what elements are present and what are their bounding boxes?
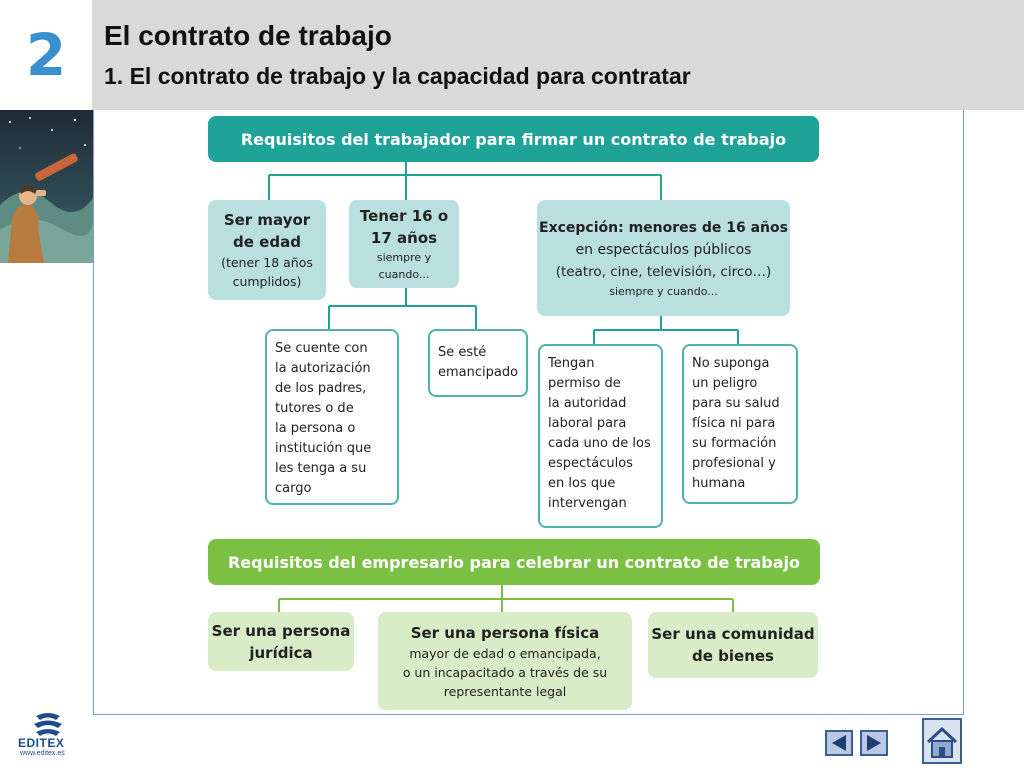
community-of-goods-box [648, 612, 818, 678]
age18-line2: de edad [233, 233, 301, 251]
employer-requirements-header [208, 539, 820, 585]
physical-line4: representante legal [443, 683, 567, 699]
permit-line: espectáculos [548, 456, 633, 471]
telescope-illustration [0, 110, 93, 263]
editex-logo-text: EDITEX [18, 736, 65, 750]
employer-header-text: Requisitos del empresario para celebrar un contrato de trabajo [227, 552, 801, 572]
chapter-number-tile [0, 0, 92, 110]
exception-line1 [539, 217, 788, 239]
age16-line3: siempre y [376, 251, 432, 264]
parents-line: tutores o de [275, 401, 354, 416]
permit-line: la autoridad [548, 396, 627, 411]
age16-line2: 17 años [370, 229, 438, 247]
emancipated-box [428, 329, 528, 397]
emancipated-line: emancipado [438, 365, 519, 380]
legal-line2: jurídica [249, 643, 313, 662]
permit-line: laboral para [548, 416, 627, 431]
age18-line3: (tener 18 años [221, 255, 313, 270]
page-subtitle: 1. El contrato de trabajo y la capacidad para contratar [104, 63, 691, 89]
exception-line1-rest: : menores de 16 años [618, 219, 788, 236]
age-18-box [208, 200, 326, 300]
danger-line: profesional y [692, 456, 776, 471]
permit-line: cada uno de los [548, 436, 651, 451]
chapter-number: 2 [25, 21, 67, 89]
labor-permit-box [538, 344, 663, 528]
exception-line4: siempre y cuando... [609, 284, 718, 298]
age18-line4: cumplidos) [232, 274, 302, 289]
arrow-right-icon [862, 732, 886, 754]
age16-line1: Tener 16 o [359, 207, 449, 225]
exception-line2: en espectáculos públicos [575, 241, 752, 258]
parents-line: les tenga a su [275, 461, 367, 476]
title-band [92, 0, 1024, 110]
physical-line1: Ser una persona física [410, 623, 600, 642]
community-line1: Ser una comunidad [651, 625, 815, 643]
physical-line3: o un incapacitado a través de su [402, 664, 608, 680]
worker-requirements-header [208, 116, 819, 162]
parents-line: cargo [275, 481, 312, 496]
physical-person-box [378, 612, 632, 710]
permit-line: intervengan [548, 496, 627, 511]
permit-line: Tengan [548, 356, 595, 371]
exception-keyword: Excepción [539, 219, 619, 236]
home-button[interactable] [922, 718, 962, 764]
exception-line3: (teatro, cine, televisión, circo…) [555, 263, 772, 280]
age18-line1: Ser mayor [223, 211, 311, 229]
emancipated-line: Se esté [438, 345, 487, 360]
parents-consent-box [265, 329, 399, 505]
age16-line4: cuando... [378, 268, 430, 281]
physical-line2: mayor de edad o emancipada, [409, 645, 601, 661]
parents-line: de los padres, [275, 381, 367, 396]
danger-line: su formación [692, 436, 777, 451]
danger-line: humana [692, 476, 746, 491]
arrow-left-icon [827, 732, 851, 754]
danger-line: No suponga [692, 356, 770, 371]
legal-line1: Ser una persona [211, 621, 351, 640]
community-line2: de bienes [692, 647, 774, 665]
age-16-box [349, 200, 459, 288]
danger-line: para su salud [692, 396, 780, 411]
page-title: El contrato de trabajo [104, 20, 392, 51]
parents-line: Se cuente con [275, 341, 368, 356]
parents-line: la autorización [275, 361, 371, 376]
exception-box [537, 200, 790, 316]
next-slide-button[interactable] [860, 730, 888, 756]
worker-header-text: Requisitos del trabajador para firmar un contrato de trabajo [240, 129, 787, 149]
previous-slide-button[interactable] [825, 730, 853, 756]
no-danger-box [682, 344, 798, 504]
parents-line: institución que [275, 441, 372, 456]
legal-person-box [208, 612, 354, 671]
permit-line: en los que [548, 476, 616, 491]
permit-line: permiso de [548, 376, 621, 391]
parents-line: la persona o [275, 421, 356, 436]
danger-line: física ni para [692, 416, 776, 431]
home-icon [924, 720, 960, 762]
danger-line: un peligro [692, 376, 758, 391]
content-frame [93, 110, 964, 715]
editex-logo-url: www.editex.es [20, 750, 65, 757]
